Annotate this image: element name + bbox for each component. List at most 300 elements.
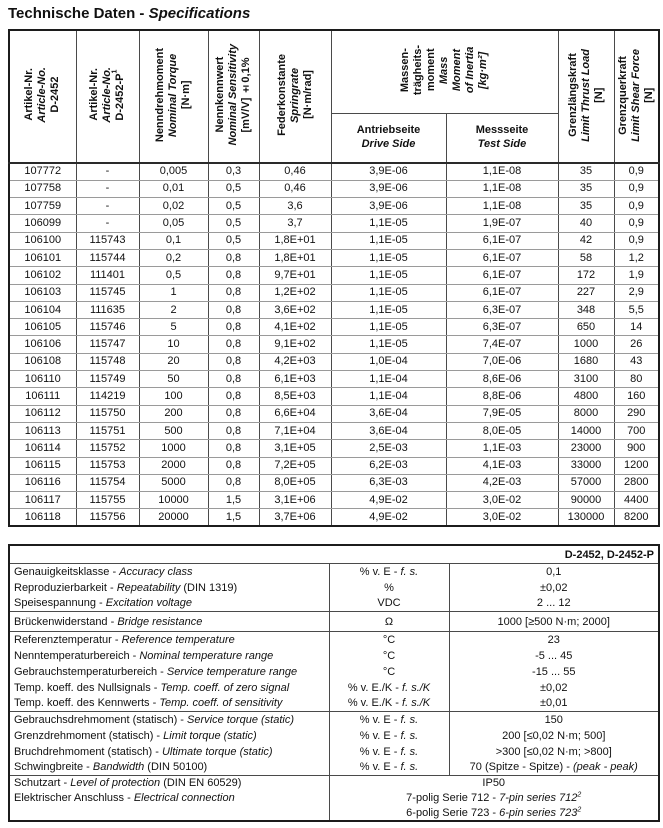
cell: 348 xyxy=(558,301,614,318)
property-label xyxy=(9,596,329,612)
cell: 0,3 xyxy=(208,163,259,180)
text-fragment: Referenztemperatur - xyxy=(14,633,122,646)
property-unit xyxy=(329,760,449,776)
text-fragment: Reproduzierbarkeit - xyxy=(14,581,117,594)
cell: 1200 xyxy=(614,457,659,474)
property-value xyxy=(329,791,659,806)
property-unit xyxy=(329,580,449,596)
text-fragment: f. s. xyxy=(400,713,419,726)
cell: 8200 xyxy=(614,509,659,526)
property-unit xyxy=(329,744,449,760)
cell: - xyxy=(76,180,139,197)
text-fragment: moment xyxy=(425,48,437,92)
cell: 10 xyxy=(139,336,208,353)
cell: 0,8 xyxy=(208,336,259,353)
text-fragment: % v. E./K - xyxy=(347,681,403,694)
property-value xyxy=(449,612,659,632)
page-title xyxy=(8,5,663,22)
cell: 900 xyxy=(614,440,659,457)
cell: 160 xyxy=(614,388,659,405)
text-fragment: f. s./K xyxy=(402,681,431,694)
text-fragment: trägheits- xyxy=(412,45,424,96)
text-fragment: Service torque (static) xyxy=(187,713,294,726)
text-fragment: Nominal Sensitivity xyxy=(227,44,239,146)
cell: 8,0E-05 xyxy=(446,422,558,439)
cell: 7,0E-06 xyxy=(446,353,558,370)
cell: 20 xyxy=(139,353,208,370)
cell: 43 xyxy=(614,353,659,370)
cell: 3,6E+02 xyxy=(259,301,331,318)
cell: 1000 xyxy=(139,440,208,457)
table-row xyxy=(9,492,659,509)
cell: 8,5E+03 xyxy=(259,388,331,405)
text-fragment: 2 ... 12 xyxy=(536,597,571,610)
cell: 8000 xyxy=(558,405,614,422)
cell: 2 xyxy=(139,301,208,318)
cell: 14000 xyxy=(558,422,614,439)
cell: 58 xyxy=(558,249,614,266)
cell: 0,8 xyxy=(208,267,259,284)
cell: 0,8 xyxy=(208,422,259,439)
text-fragment: Nominal temperature range xyxy=(139,649,274,662)
cell: 0,05 xyxy=(139,215,208,232)
cell: 4,2E+03 xyxy=(259,353,331,370)
cell: 1,0E-04 xyxy=(331,353,446,370)
cell: 90000 xyxy=(558,492,614,509)
cell: 115751 xyxy=(76,422,139,439)
cell: 9,1E+02 xyxy=(259,336,331,353)
cell: 100 xyxy=(139,388,208,405)
cell: 1,1E-04 xyxy=(331,388,446,405)
cell: 4,1E+02 xyxy=(259,319,331,336)
cell: 106118 xyxy=(9,509,76,526)
cell: 7,4E-07 xyxy=(446,336,558,353)
cell: 7,2E+05 xyxy=(259,457,331,474)
text-fragment: D-2452-P xyxy=(114,73,126,121)
text-fragment: Reference temperature xyxy=(121,633,235,646)
property-row-excitation-voltage xyxy=(9,596,659,612)
cell: - xyxy=(76,215,139,232)
cell: 700 xyxy=(614,422,659,439)
cell: 290 xyxy=(614,405,659,422)
text-fragment xyxy=(577,806,581,813)
text-fragment: Article-No. xyxy=(101,67,113,123)
text-fragment: Schutzart - xyxy=(14,777,71,790)
subcol-header-test-side xyxy=(446,113,558,163)
property-value xyxy=(449,664,659,680)
property-row-temp-coeff-sensitivity xyxy=(9,696,659,712)
cell: 4,9E-02 xyxy=(331,492,446,509)
text-fragment: Test Side xyxy=(477,137,527,150)
rotated-header-text xyxy=(276,54,315,136)
property-label xyxy=(9,664,329,680)
cell: 3,9E-06 xyxy=(331,198,446,215)
cell: 0,9 xyxy=(614,215,659,232)
text-fragment: 70 (Spitze - Spitze) - xyxy=(469,761,573,774)
cell: 107772 xyxy=(9,163,76,180)
cell: 130000 xyxy=(558,509,614,526)
cell: 1,1E-05 xyxy=(331,284,446,301)
property-unit xyxy=(329,728,449,744)
text-fragment: Ω xyxy=(384,615,394,628)
text-fragment: ±0,02 xyxy=(540,681,568,694)
cell: 1,1E-05 xyxy=(331,336,446,353)
cell: 6,1E-07 xyxy=(446,267,558,284)
cell: 7,1E+04 xyxy=(259,422,331,439)
property-label xyxy=(9,696,329,712)
text-fragment: % v. E - xyxy=(359,565,401,578)
text-fragment: Mass xyxy=(438,56,450,85)
cell: 1,2 xyxy=(614,249,659,266)
text-fragment: f. s./K xyxy=(402,697,431,710)
property-value xyxy=(449,596,659,612)
cell: 115754 xyxy=(76,474,139,491)
text-fragment: Brückenwiderstand - xyxy=(14,615,118,628)
cell: 115752 xyxy=(76,440,139,457)
property-row-bridge-resistance xyxy=(9,612,659,632)
property-unit xyxy=(329,648,449,664)
rotated-header-text xyxy=(88,67,127,123)
text-fragment: ±0,02 xyxy=(540,581,568,594)
cell: 111635 xyxy=(76,301,139,318)
cell: 227 xyxy=(558,284,614,301)
table-row xyxy=(9,284,659,301)
text-fragment: [kg·m²] xyxy=(477,51,489,89)
main-table-body xyxy=(9,163,659,526)
property-label xyxy=(9,580,329,596)
table-row xyxy=(9,163,659,180)
property-unit xyxy=(329,664,449,680)
text-fragment: Speisespannung - xyxy=(14,597,106,610)
cell: 8,8E-06 xyxy=(446,388,558,405)
cell: 35 xyxy=(558,163,614,180)
title-english: Specifications xyxy=(148,5,251,22)
table-row xyxy=(9,440,659,457)
cell: 23000 xyxy=(558,440,614,457)
text-fragment: f. s. xyxy=(400,761,419,774)
text-fragment: Grenzdrehmoment (statisch) - xyxy=(14,729,164,742)
table-row xyxy=(9,422,659,439)
model-header: D-2452, D-2452-P xyxy=(9,545,659,564)
text-fragment: Springrate xyxy=(288,67,301,123)
text-fragment: °C xyxy=(382,665,396,678)
cell: 20000 xyxy=(139,509,208,526)
title-separator: - xyxy=(135,5,149,22)
text-fragment: (DIN 1319) xyxy=(180,581,238,594)
text-fragment: % v. E - xyxy=(359,713,401,726)
cell: 1,1E-05 xyxy=(331,215,446,232)
cell: 0,02 xyxy=(139,198,208,215)
cell: 0,9 xyxy=(614,180,659,197)
cell: 26 xyxy=(614,336,659,353)
property-row-electrical-connection xyxy=(9,791,659,806)
property-value xyxy=(449,632,659,648)
property-unit xyxy=(329,680,449,696)
cell: 0,8 xyxy=(208,353,259,370)
cell: 0,5 xyxy=(208,198,259,215)
text-fragment: % xyxy=(384,581,394,594)
property-unit xyxy=(329,564,449,580)
text-fragment: Ultimate torque (static) xyxy=(161,745,273,758)
model-header-row xyxy=(9,545,659,564)
text-fragment: (peak - peak) xyxy=(573,761,638,774)
property-value xyxy=(449,680,659,696)
property-row-repeatability xyxy=(9,580,659,596)
cell: 6,3E-07 xyxy=(446,319,558,336)
text-fragment: Temp. coeff. of zero signal xyxy=(160,681,290,694)
text-fragment: ±0,01 xyxy=(540,697,568,710)
text-fragment: Grenzquerkraft xyxy=(616,55,629,135)
cell: 8,0E+05 xyxy=(259,474,331,491)
text-fragment: Nenntemperaturbereich - xyxy=(14,649,140,662)
property-label xyxy=(9,806,329,821)
cell: 0,01 xyxy=(139,180,208,197)
rotated-header-text xyxy=(23,67,62,123)
property-group-bridge xyxy=(9,612,659,632)
text-fragment: 6-pin series 723 xyxy=(499,806,578,819)
property-group-accuracy xyxy=(9,564,659,612)
cell: 1,1E-08 xyxy=(446,198,558,215)
rotated-header-text xyxy=(399,45,490,95)
text-fragment: Accuracy class xyxy=(119,565,193,578)
cell: 4400 xyxy=(614,492,659,509)
property-value xyxy=(329,776,659,791)
text-fragment: °C xyxy=(382,633,396,646)
text-fragment: Federkonstante xyxy=(275,54,288,136)
cell: 650 xyxy=(558,319,614,336)
cell: 6,1E-07 xyxy=(446,249,558,266)
property-label xyxy=(9,776,329,791)
property-label xyxy=(9,791,329,806)
table-row xyxy=(9,215,659,232)
text-fragment: -15 ... 55 xyxy=(532,665,576,678)
cell: 33000 xyxy=(558,457,614,474)
col-header-article-no-d2452 xyxy=(9,30,76,163)
property-label xyxy=(9,680,329,696)
property-group-torque-limits xyxy=(9,712,659,776)
cell: 115750 xyxy=(76,405,139,422)
property-row-level-of-protection xyxy=(9,776,659,791)
properties-table xyxy=(8,544,660,822)
cell: 1,1E-04 xyxy=(331,371,446,388)
text-fragment: f. s. xyxy=(400,745,419,758)
cell: 1,2E+02 xyxy=(259,284,331,301)
property-value xyxy=(449,760,659,776)
cell: 1,1E-05 xyxy=(331,232,446,249)
cell: 0,1 xyxy=(139,232,208,249)
cell: 111401 xyxy=(76,267,139,284)
table-row xyxy=(9,405,659,422)
rotated-header-text xyxy=(567,49,606,142)
cell: 0,8 xyxy=(208,405,259,422)
cell: 3100 xyxy=(558,371,614,388)
cell: 5,5 xyxy=(614,301,659,318)
cell: 106113 xyxy=(9,422,76,439)
cell: 106110 xyxy=(9,371,76,388)
text-fragment: f. s. xyxy=(400,729,419,742)
text-fragment: Limit Thrust Load xyxy=(579,48,592,142)
col-header-nominal-sensitivity xyxy=(208,30,259,163)
cell: 107759 xyxy=(9,198,76,215)
property-row-temp-coeff-zero-signal xyxy=(9,680,659,696)
cell: 0,8 xyxy=(208,474,259,491)
property-value xyxy=(449,744,659,760)
text-fragment: [N·m/rad] xyxy=(301,70,314,120)
cell: 1,1E-08 xyxy=(446,180,558,197)
cell: 0,46 xyxy=(259,180,331,197)
cell: 0,46 xyxy=(259,163,331,180)
text-fragment: Limit Shear Force xyxy=(629,48,642,142)
text-fragment: 1000 [≥500 N·m; 2000] xyxy=(497,615,610,628)
cell: 3,9E-06 xyxy=(331,180,446,197)
cell: 80 xyxy=(614,371,659,388)
table-row xyxy=(9,319,659,336)
cell: 1680 xyxy=(558,353,614,370)
cell: 1,1E-05 xyxy=(331,267,446,284)
cell: 115744 xyxy=(76,249,139,266)
cell: 3,0E-02 xyxy=(446,509,558,526)
text-fragment: >300 [≤0,02 N·m; >800] xyxy=(495,745,612,758)
text-fragment: [N·m] xyxy=(180,80,192,110)
property-value xyxy=(449,712,659,728)
property-value xyxy=(449,580,659,596)
table-row xyxy=(9,388,659,405)
cell: 5 xyxy=(139,319,208,336)
text-fragment: 2 xyxy=(577,791,582,799)
text-fragment: Schwingbreite - xyxy=(14,761,93,774)
property-row-service-torque-static xyxy=(9,712,659,728)
cell: 115747 xyxy=(76,336,139,353)
cell: 4800 xyxy=(558,388,614,405)
cell: 1,1E-05 xyxy=(331,319,446,336)
text-fragment: f. s. xyxy=(400,565,419,578)
text-fragment: Massen- xyxy=(399,48,411,93)
text-fragment: % v. E - xyxy=(359,745,401,758)
col-header-nominal-torque xyxy=(139,30,208,163)
cell: 0,2 xyxy=(139,249,208,266)
rotated-header-text xyxy=(214,44,253,145)
text-fragment: (DIN EN 60529) xyxy=(160,777,242,790)
text-fragment: Bruchdrehmoment (statisch) - xyxy=(14,745,162,758)
property-value xyxy=(449,648,659,664)
cell: 10000 xyxy=(139,492,208,509)
text-fragment: Article-No. xyxy=(36,67,49,123)
table-row xyxy=(9,336,659,353)
cell: 0,5 xyxy=(208,215,259,232)
properties-table-header xyxy=(9,545,659,564)
cell: 3,1E+05 xyxy=(259,440,331,457)
cell: 115749 xyxy=(76,371,139,388)
cell: 0,8 xyxy=(208,284,259,301)
text-fragment: VDC xyxy=(377,597,401,610)
text-fragment: Antriebseite xyxy=(356,124,421,137)
text-fragment: Artikel-Nr. xyxy=(23,68,36,122)
property-value xyxy=(449,728,659,744)
cell: 57000 xyxy=(558,474,614,491)
text-fragment: -5 ... 45 xyxy=(535,649,573,662)
text-fragment: 1 xyxy=(111,69,119,74)
cell: - xyxy=(76,198,139,215)
cell: 0,5 xyxy=(208,232,259,249)
text-fragment: Nenndrehmoment xyxy=(154,47,166,143)
cell: 2800 xyxy=(614,474,659,491)
cell: 42 xyxy=(558,232,614,249)
cell: 0,9 xyxy=(614,198,659,215)
cell: 106104 xyxy=(9,301,76,318)
cell: 7,9E-05 xyxy=(446,405,558,422)
property-group-temperature xyxy=(9,632,659,712)
property-label xyxy=(9,632,329,648)
cell: 115753 xyxy=(76,457,139,474)
cell: 3,6 xyxy=(259,198,331,215)
table-row xyxy=(9,180,659,197)
cell: 106105 xyxy=(9,319,76,336)
property-unit xyxy=(329,612,449,632)
cell: 6,1E+03 xyxy=(259,371,331,388)
table-row xyxy=(9,232,659,249)
table-row xyxy=(9,371,659,388)
cell: 0,8 xyxy=(208,249,259,266)
property-row-electrical-connection-2 xyxy=(9,806,659,821)
cell: 4,9E-02 xyxy=(331,509,446,526)
text-fragment: Electrical connection xyxy=(133,792,235,805)
text-fragment: D-2452 xyxy=(49,76,62,114)
cell: 106103 xyxy=(9,284,76,301)
cell: 1000 xyxy=(558,336,614,353)
property-unit xyxy=(329,696,449,712)
cell: 0,5 xyxy=(208,180,259,197)
cell: 0,005 xyxy=(139,163,208,180)
text-fragment: [N] xyxy=(592,87,605,103)
table-row xyxy=(9,457,659,474)
table-row xyxy=(9,474,659,491)
text-fragment: Gebrauchsdrehmoment (statisch) - xyxy=(14,713,188,726)
text-fragment: Gebrauchstemperaturbereich - xyxy=(14,665,167,678)
cell: 115755 xyxy=(76,492,139,509)
cell: 0,8 xyxy=(208,388,259,405)
text-fragment: % v. E./K - xyxy=(347,697,403,710)
col-header-mass-moment-of-inertia xyxy=(331,30,558,113)
table-row xyxy=(9,249,659,266)
main-table-header xyxy=(9,30,659,163)
specifications-table xyxy=(8,29,660,527)
cell: 6,2E-03 xyxy=(331,457,446,474)
cell: 40 xyxy=(558,215,614,232)
cell: 1,8E+01 xyxy=(259,249,331,266)
text-fragment: 150 xyxy=(544,713,563,726)
text-fragment: Temp. koeff. des Kennwerts - xyxy=(14,697,160,710)
table-row xyxy=(9,267,659,284)
text-fragment: 7-polig Serie 712 - xyxy=(406,792,500,805)
rotated-header-text xyxy=(617,49,656,142)
cell: 114219 xyxy=(76,388,139,405)
cell: 106101 xyxy=(9,249,76,266)
text-fragment: Temp. coeff. of sensitivity xyxy=(159,697,283,710)
cell: 172 xyxy=(558,267,614,284)
cell: - xyxy=(76,163,139,180)
property-row-accuracy-class xyxy=(9,564,659,580)
cell: 1,1E-03 xyxy=(446,440,558,457)
cell: 0,8 xyxy=(208,319,259,336)
cell: 106099 xyxy=(9,215,76,232)
cell: 0,9 xyxy=(614,163,659,180)
cell: 6,1E-07 xyxy=(446,232,558,249)
cell: 14 xyxy=(614,319,659,336)
text-fragment: 6-polig Serie 723 - xyxy=(406,806,500,819)
cell: 3,1E+06 xyxy=(259,492,331,509)
cell: 3,7 xyxy=(259,215,331,232)
property-row-bandwidth xyxy=(9,760,659,776)
